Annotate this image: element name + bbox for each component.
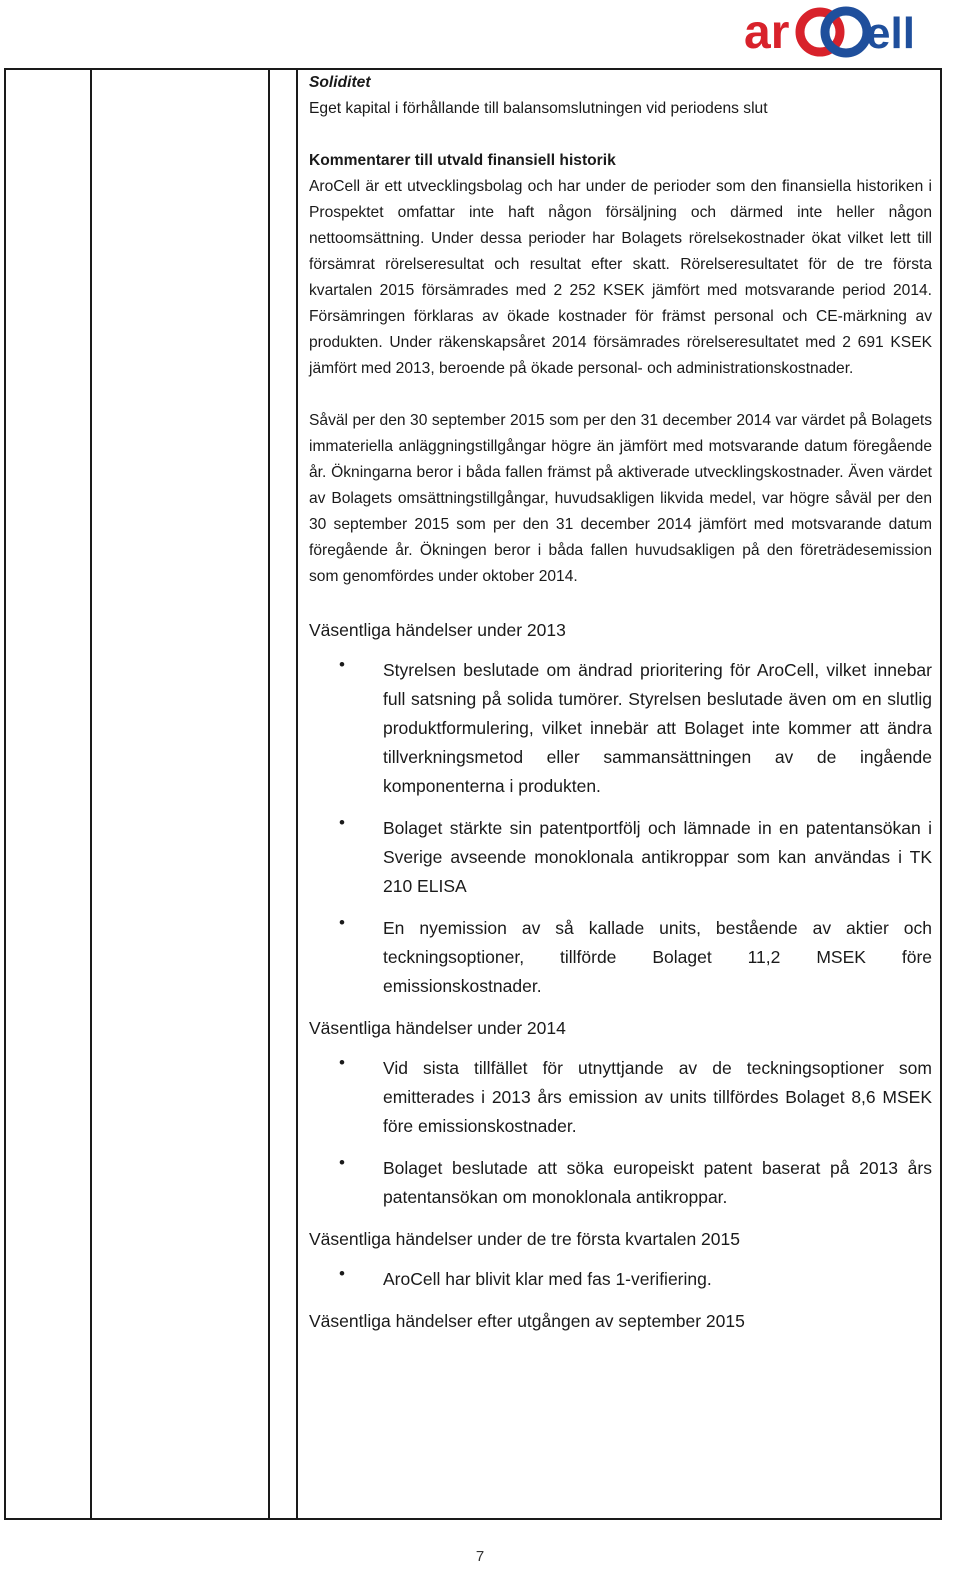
document-body [309, 70, 932, 1335]
list-item: • Bolaget beslutade att söka europeiskt patent baserat på 2013 års patentansökan om monoklonala antikroppar. [309, 1154, 932, 1212]
svg-text:ar: ar [744, 6, 790, 58]
bullet-icon: • [339, 1153, 345, 1172]
list-item: • Bolaget stärkte sin patentportfölj och lämnade in en patentansökan i Sverige avseende monoklonala antikroppar som kan användas i TK 210 ELISA [309, 814, 932, 901]
list-item: • Styrelsen beslutade om ändrad prioritering för AroCell, vilket innebar full satsning på solida tumörer. Styrelsen beslutade även om en slutlig produktformulering, vilket innebär att Bolaget inte kommer att ändra tillverkningsmetod eller sammansättningen av de ingående komponenterna i produkten. [309, 656, 932, 801]
list-item: • AroCell har blivit klar med fas 1-verifiering. [309, 1265, 932, 1294]
soliditet-heading: Soliditet [309, 74, 371, 91]
list-item: • En nyemission av så kallade units, bestående av aktier och teckningsoptioner, tillförde Bolaget 11,2 MSEK före emissionskostnader. [309, 914, 932, 1001]
bullet-icon: • [339, 1053, 345, 1072]
arocell-logo [742, 4, 942, 58]
section-2014-title: Väsentliga händelser under 2014 [309, 1018, 566, 1038]
arocell-logo-mark [742, 4, 942, 58]
bullet-icon: • [339, 913, 345, 932]
svg-text:ell: ell [866, 9, 915, 58]
page-number: 7 [475, 1548, 485, 1565]
kommentarer-paragraph-2: Såväl per den 30 september 2015 som per den 31 december 2014 var värdet på Bolagets immateriella anläggningstillgångar högre än jämfört med motsvarande datum föregående år. Ökningarna beror i båda fallen främst på aktiverade utvecklingskostnader. Även värdet av Bolagets omsättningstillgångar, huvudsakligen likvida medel, var högre såväl per den 30 september 2015 som per den 31 december 2014 jämfört med motsvarande datum föregående år. Ökningen beror i båda fallen huvudsakligen på den företrädesemission som genomfördes under oktober 2014. [309, 412, 932, 585]
section-2014-list [309, 1054, 932, 1212]
section-2013-list [309, 656, 932, 1001]
soliditet-text: Eget kapital i förhållande till balansomslutningen vid periodens slut [309, 100, 768, 117]
table-divider [296, 70, 298, 1518]
table-divider [90, 70, 92, 1518]
kommentarer-paragraph-1: AroCell är ett utvecklingsbolag och har under de perioder som den finansiella historiken i Prospektet omfattar inte haft någon försäljning och därmed inte heller någon nettoomsättning. Under dessa perioder har Bolagets rörelsekostnader ökat vilket lett till försämrat rörelseresultat och resultat efter skatt. Rörelseresultatet för de tre första kvartalen 2015 försämrades med 2 252 KSEK jämfört med motsvarande period 2014. Försämringen förklaras av ökade kostnader för främst personal och CE-märkning av produkten. Under räkenskapsåret 2014 försämrades rörelseresultatet med 2 691 KSEK jämfört med 2013, beroende på ökade personal- och administrationskostnader. [309, 178, 932, 377]
list-item: • Vid sista tillfället för utnyttjande av de teckningsoptioner som emitterades i 2013 års emission av units tillfördes Bolaget 8,6 MSEK före emissionskostnader. [309, 1054, 932, 1141]
section-2015-title: Väsentliga händelser under de tre första kvartalen 2015 [309, 1229, 740, 1249]
section-2015-list [309, 1265, 932, 1294]
bullet-icon: • [339, 655, 345, 674]
kommentarer-heading: Kommentarer till utvald finansiell historik [309, 152, 616, 169]
table-divider [268, 70, 270, 1518]
section-2013-title: Väsentliga händelser under 2013 [309, 620, 566, 640]
bullet-icon: • [339, 1264, 345, 1283]
section-after-title: Väsentliga händelser efter utgången av september 2015 [309, 1311, 745, 1331]
bullet-icon: • [339, 813, 345, 832]
